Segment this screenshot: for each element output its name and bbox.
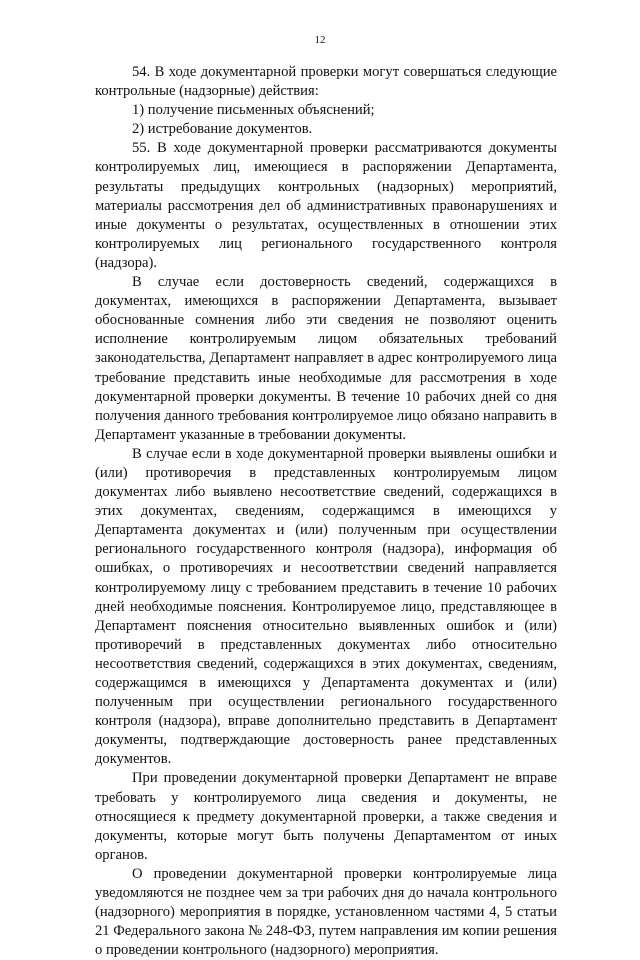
page-number: 12: [314, 34, 326, 46]
paragraph-item-55: 55. В ходе документарной проверки рассматриваются документы контролируемых лиц, имеющиеся в распоряжении Департамента, результаты предыдущих контрольных (надзорных) мероприятий, материалы рассмотрения дел об административных правонарушениях и иные документы о результатах, осуществленных в отношении этих контролируемых лиц регионального государственного контроля (надзора).: [95, 140, 557, 271]
list-item-1: 1) получение письменных объяснений;: [132, 102, 375, 119]
paragraph-errors-contradictions: В случае если в ходе документарной проверки выявлены ошибки и (или) противоречия в представленных контролируемым лицом документах либо выявлено несоответствие сведений, содержащихся в этих документах, сведениям, содержащимся в имеющихся у Департамента документах и (или) полученным при осуществлении регионального государственного контроля (надзора), информация об ошибках, о противоречиях и несоответствии сведений направляется контролируемому лицу с требованием представить в течение 10 рабочих дней необходимые пояснения. Контролируемое лицо, представляющее в Департамент пояснения относительно выявленных ошибок и (или) противоречий в представленных документах либо относительно несоответствия сведений, содержащихся в этих документах, сведениям, содержащимся в имеющихся у Департамента документах и (или) полученным при осуществлении регионального государственного контроля (надзора), вправе дополнительно представить в Департамент документы, подтверждающие достоверность ранее представленных документов.: [95, 445, 557, 768]
paragraph-restrictions: При проведении документарной проверки Департамент не вправе требовать у контролируемого лица сведения и документы, не относящиеся к предмету документарной проверки, а также сведения и документы, которые могут быть получены Департаментом от иных органов.: [95, 770, 557, 863]
paragraph-doubtful-information: В случае если достоверность сведений, содержащихся в документах, имеющихся в распоряжении Департамента, вызывает обоснованные сомнения либо эти сведения не позволяют оценить исполнение контролируемым лицом обязательных требований законодательства, Департамент направляет в адрес контролируемого лица требование представить иные необходимые для рассмотрения в ходе документарной проверки документы. В течение 10 рабочих дней со дня получения данного требования контролируемое лицо обязано направить в Департамент указанные в требовании документы.: [95, 274, 557, 443]
paragraph-notification: О проведении документарной проверки контролируемые лица уведомляются не позднее чем за три рабочих дня до начала контрольного (надзорного) мероприятия в порядке, установленном частями 4, 5 статьи 21 Федерального закона № 248-ФЗ, путем направления им копии решения о проведении контрольного (надзорного) мероприятия.: [95, 865, 557, 959]
paragraph-item-54: 54. В ходе документарной проверки могут совершаться следующие контрольные (надзорные) действия:: [95, 64, 557, 100]
list-item-2: 2) истребование документов.: [132, 121, 313, 138]
document-body: [95, 63, 557, 960]
